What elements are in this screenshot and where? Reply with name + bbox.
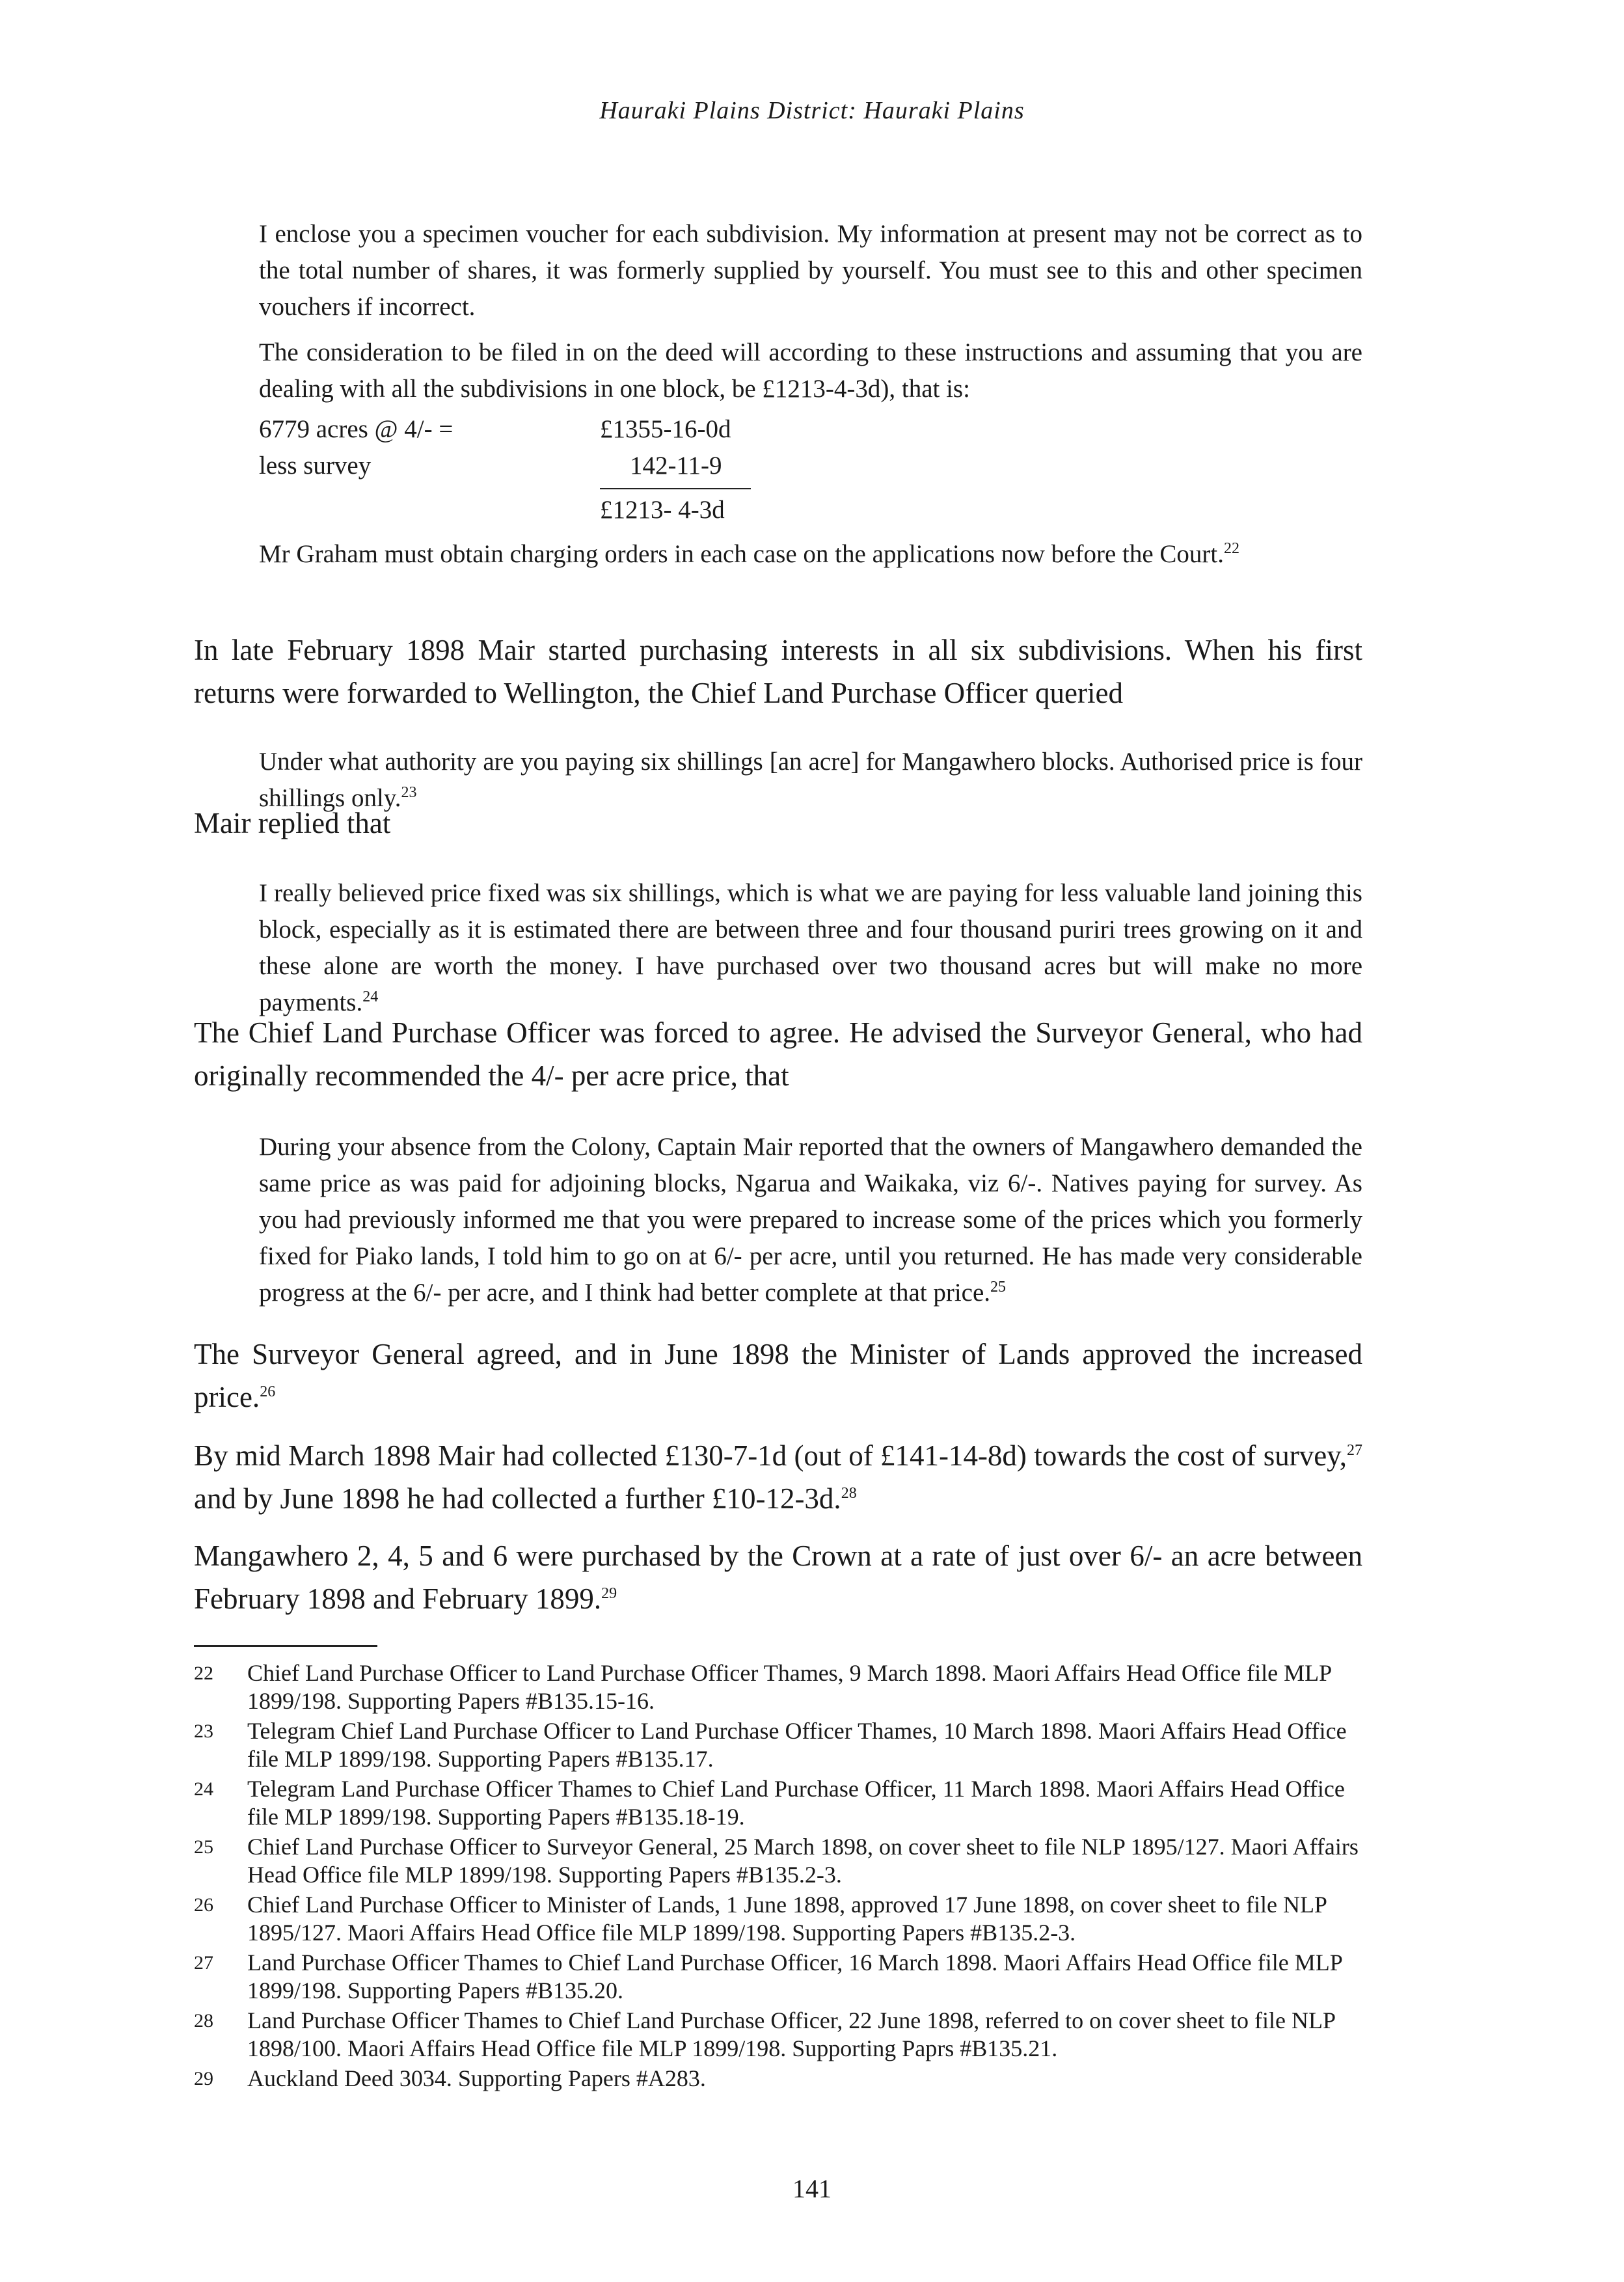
footnotes-list — [194, 1659, 1362, 2095]
footnote-text: Chief Land Purchase Officer to Surveyor General, 25 March 1898, on cover sheet to file NLP 1895/127. Maori Affairs Head Office file MLP 1899/198. Supporting Papers #B135.2-3. — [247, 1834, 1359, 1888]
quote-text: I really believed price fixed was six shillings, which is what we are paying for less valuable land joining this block, especially as it is estimated there are between three and four thousand puriri trees growing on it and these alone are worth the money. I have purchased over two thousand acres but will make no more payments. — [259, 879, 1362, 1016]
footnote-item — [194, 1833, 1362, 1889]
footnote-item — [194, 1717, 1362, 1773]
footnote-item — [194, 2065, 1362, 2093]
footnote-ref: 27 — [1347, 1442, 1362, 1459]
block-quote-1-end — [259, 536, 1362, 573]
body-text-span: Mangawhero 2, 4, 5 and 6 were purchased by the Crown at a rate of just over 6/- an acre between February 1898 and February 1899. — [194, 1540, 1362, 1615]
footnote-item — [194, 1775, 1362, 1831]
calc-total: £1213- 4-3d — [600, 496, 725, 524]
footnote-number: 28 — [194, 2010, 213, 2031]
footnote-text: Land Purchase Officer Thames to Chief Land Purchase Officer, 22 June 1898, referred to on cover sheet to file NLP 1898/100. Maori Affairs Head Office file MLP 1899/198. Supporting Paprs #B135.21. — [247, 2007, 1335, 2061]
body-text — [194, 1434, 1362, 1520]
body-text-span: The Surveyor General agreed, and in June 1898 the Minister of Lands approved the increased price. — [194, 1338, 1362, 1413]
footnote-ref: 28 — [841, 1485, 857, 1502]
body-text: The Chief Land Purchase Officer was forced to agree. He advised the Surveyor General, who had originally recommended the 4/- per acre price, that — [194, 1016, 1362, 1092]
quote-text: Under what authority are you paying six shillings [an acre] for Mangawhero blocks. Authorised price is four shillings only. — [259, 748, 1362, 812]
footnote-item — [194, 2007, 1362, 2063]
footnote-item — [194, 1949, 1362, 2005]
footnote-text: Auckland Deed 3034. Supporting Papers #A283. — [247, 2065, 706, 2091]
page-number: 141 — [792, 2174, 832, 2203]
footnote-text: Chief Land Purchase Officer to Minister of Lands, 1 June 1898, approved 17 June 1898, on cover sheet to file NLP 1895/127. Maori Affairs Head Office file MLP 1899/198. Supporting Papers #B135.2-3. — [247, 1892, 1327, 1946]
footnote-text: Telegram Land Purchase Officer Thames to Chief Land Purchase Officer, 11 March 1898. Maori Affairs Head Office file MLP 1899/198. Supporting Papers #B135.18-19. — [247, 1776, 1345, 1830]
footnote-ref: 26 — [260, 1383, 276, 1400]
footnote-number: 26 — [194, 1894, 213, 1916]
body-paragraph-1 — [194, 629, 1362, 714]
footnote-separator — [194, 1645, 377, 1647]
footnote-ref: 29 — [601, 1585, 617, 1602]
footnote-number: 25 — [194, 1836, 213, 1858]
footnote-ref: 22 — [1224, 540, 1240, 557]
body-text: In late February 1898 Mair started purchasing interests in all six subdivisions. When his first returns were forwarded to Wellington, the Chief Land Purchase Officer queried — [194, 634, 1362, 709]
body-text: Mair replied that — [194, 807, 391, 839]
footnote-number: 27 — [194, 1952, 213, 1974]
footnote-number: 22 — [194, 1663, 213, 1684]
quote-paragraph — [259, 875, 1362, 1021]
block-quote-1 — [259, 216, 1362, 407]
body-text — [194, 1534, 1362, 1620]
quote-paragraph — [259, 1129, 1362, 1311]
footnote-text: Chief Land Purchase Officer to Land Purchase Officer Thames, 9 March 1898. Maori Affairs Head Office file MLP 1899/198. Supporting Papers #B135.15-16. — [247, 1660, 1331, 1714]
calc-value-acres: £1355-16-0d — [600, 415, 731, 443]
footnote-item — [194, 1891, 1362, 1947]
quote-paragraph: I enclose you a specimen voucher for each subdivision. My information at present may not be correct as to the total number of shares, it was formerly supplied by yourself. You must see to this and other specimen vouchers if incorrect. — [259, 220, 1362, 321]
calc-sum-rule — [600, 488, 751, 489]
footnote-ref: 24 — [362, 988, 379, 1005]
footnote-number: 23 — [194, 1720, 213, 1742]
body-paragraph-5 — [194, 1434, 1362, 1520]
footnote-number: 29 — [194, 2068, 213, 2089]
running-header: Hauraki Plains District: Hauraki Plains — [599, 97, 1025, 124]
footnote-number: 24 — [194, 1778, 213, 1800]
quote-text: During your absence from the Colony, Captain Mair reported that the owners of Mangawhero demanded the same price as was paid for adjoining blocks, Ngarua and Waikaka, viz 6/-. Natives paying for survey. As you had previously informed me that you were prepared to increase some of the prices which you formerly fixed for Piako lands, I told him to go on at 6/- per acre, until you returned. He has made very considerable progress at the 6/- per acre, and I think had better complete at that price. — [259, 1133, 1362, 1307]
footnote-item — [194, 1659, 1362, 1715]
footnote-ref: 25 — [990, 1279, 1007, 1296]
calc-label-survey: less survey — [259, 452, 372, 480]
calc-label-acres: 6779 acres @ 4/- = — [259, 415, 453, 443]
footnote-text: Telegram Chief Land Purchase Officer to Land Purchase Officer Thames, 10 March 1898. Maori Affairs Head Office file MLP 1899/198. Supporting Papers #B135.17. — [247, 1718, 1347, 1772]
body-text-span: By mid March 1898 Mair had collected £130-7-1d (out of £141-14-8d) towards the cost of survey, — [194, 1439, 1347, 1472]
quote-paragraph: The consideration to be filed in on the deed will according to these instructions and assuming that you are dealing with all the subdivisions in one block, be £1213-4-3d), that is: — [259, 338, 1362, 403]
quote-text: Mr Graham must obtain charging orders in each case on the applications now before the Court. — [259, 540, 1225, 568]
block-quote-4 — [259, 1104, 1362, 1337]
quote-paragraph — [259, 536, 1362, 573]
footnote-ref: 23 — [401, 784, 417, 801]
body-paragraph-6 — [194, 1534, 1362, 1620]
body-paragraph-2 — [194, 802, 1362, 845]
body-paragraph-3 — [194, 1011, 1362, 1097]
calc-value-survey: 142-11-9 — [630, 452, 722, 480]
footnote-text: Land Purchase Officer Thames to Chief Land Purchase Officer, 16 March 1898. Maori Affairs Head Office file MLP 1899/198. Supporting Papers #B135.20. — [247, 1949, 1342, 2004]
body-paragraph-4 — [194, 1333, 1362, 1419]
body-text-span: and by June 1898 he had collected a further £10-12-3d. — [194, 1482, 841, 1515]
body-text — [194, 1333, 1362, 1419]
